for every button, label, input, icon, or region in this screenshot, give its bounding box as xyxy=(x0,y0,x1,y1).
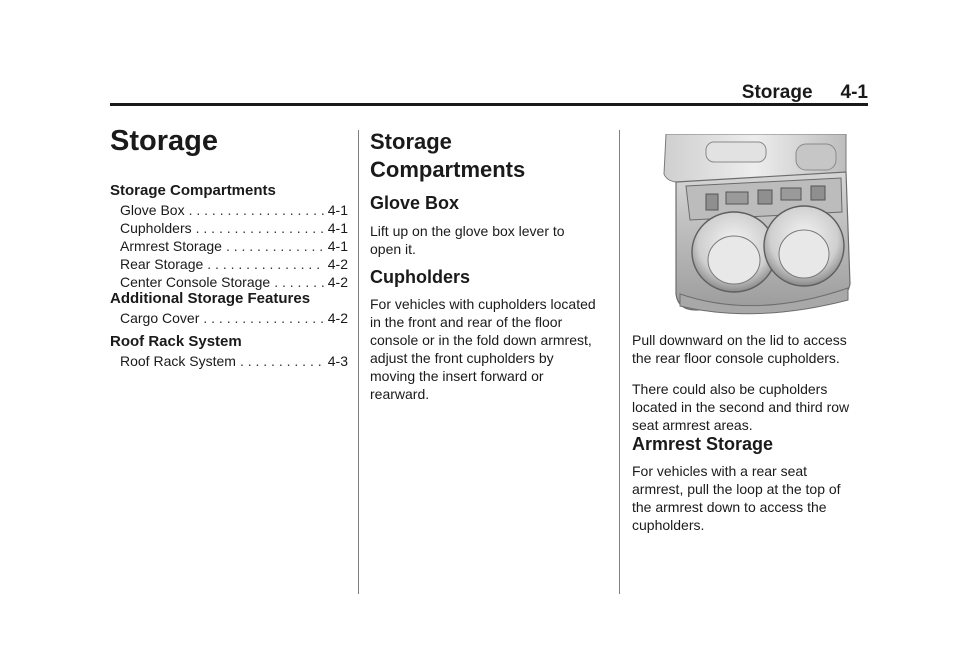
toc-list-roof-rack xyxy=(120,352,348,370)
lid-access-text: Pull downward on the lid to access the rear floor console cupholders. xyxy=(632,332,847,366)
heading-glove-box: Glove Box xyxy=(370,193,460,213)
toc-item-label: Roof Rack System xyxy=(120,353,236,369)
toc-item-page: 4-1 xyxy=(327,238,348,254)
toc-item-label: Cargo Cover xyxy=(120,310,200,326)
cupholders-text: For vehicles with cupholders located in the front and rear of the floor console or in the fold down armrest, adjust the front cupholders by moving the insert forward or rearward. xyxy=(370,296,596,402)
toc-item-label: Rear Storage xyxy=(120,256,204,272)
toc-item[interactable] xyxy=(120,237,348,255)
header-rule xyxy=(110,103,868,106)
section-title-line2: Compartments xyxy=(370,157,526,182)
additional-cupholders-text: There could also be cupholders located in the second and third row seat armrest areas. xyxy=(632,381,850,433)
section-title xyxy=(370,128,525,184)
toc-item[interactable] xyxy=(120,309,348,327)
toc-item[interactable] xyxy=(120,273,348,291)
toc-item-label: Center Console Storage xyxy=(120,274,271,290)
heading-armrest-storage: Armrest Storage xyxy=(632,434,774,454)
column-divider-2 xyxy=(619,130,620,594)
toc-item-page: 4-2 xyxy=(327,310,348,326)
cupholder-illustration xyxy=(646,134,856,320)
toc-item-page: 4-3 xyxy=(327,353,348,369)
header-section: Storage xyxy=(741,82,813,103)
page-header xyxy=(742,82,868,104)
heading-cupholders: Cupholders xyxy=(370,267,471,287)
toc-item[interactable] xyxy=(120,352,348,370)
toc-item[interactable] xyxy=(120,255,348,273)
armrest-storage-text: For vehicles with a rear seat armrest, pull the loop at the top of the armrest down to access the cupholders. xyxy=(632,463,841,533)
toc-heading-storage-compartments: Storage Compartments xyxy=(110,182,276,199)
toc-list-additional-storage xyxy=(120,309,348,327)
toc-item-label: Armrest Storage xyxy=(120,238,222,254)
toc-heading-additional-storage: Additional Storage Features xyxy=(110,290,311,307)
toc-heading-roof-rack: Roof Rack System xyxy=(110,333,242,350)
header-page-number: 4-1 xyxy=(840,82,868,103)
toc-item-page: 4-2 xyxy=(327,274,348,290)
toc-item[interactable] xyxy=(120,201,348,219)
toc-item[interactable] xyxy=(120,219,348,237)
glove-box-text: Lift up on the glove box lever to open it. xyxy=(370,223,565,257)
toc-item-page: 4-1 xyxy=(327,202,348,218)
toc-item-label: Cupholders xyxy=(120,220,192,236)
chapter-title: Storage xyxy=(110,125,218,157)
toc-item-page: 4-1 xyxy=(327,220,348,236)
column-divider-1 xyxy=(358,130,359,594)
toc-item-page: 4-2 xyxy=(327,256,348,272)
section-title-line1: Storage xyxy=(370,129,452,154)
toc-item-label: Glove Box xyxy=(120,202,185,218)
toc-list-storage-compartments xyxy=(120,201,348,291)
